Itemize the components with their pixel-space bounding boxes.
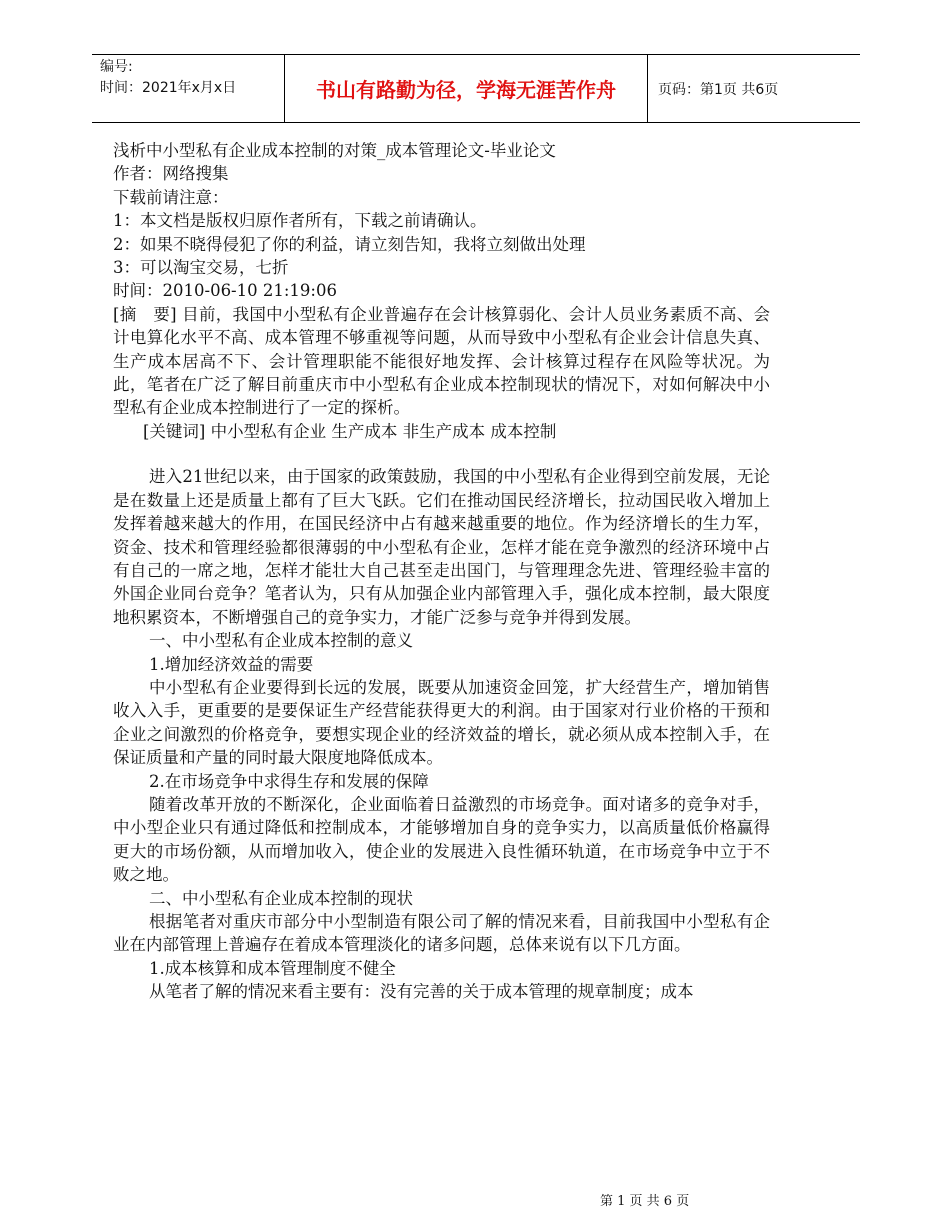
keywords: [关键词] 中小型私有企业 生产成本 非生产成本 成本控制 [143, 421, 557, 441]
section-heading-1: 一、中小型私有企业成本控制的意义 [149, 631, 413, 651]
header-meta [100, 57, 280, 99]
doc-time: 时间：2010-06-10 21:19:06 [113, 281, 337, 301]
blank-line [113, 443, 770, 465]
notice-item-2: 2：如果不晓得侵犯了你的利益，请立刻告知，我将立刻做出处理 [113, 234, 586, 254]
document-body [113, 139, 770, 1004]
header-page-info: 页码：第1页 共6页 [658, 82, 779, 98]
paragraph-4: 从笔者了解的情况来看主要有：没有完善的关于成本管理的规章制度；成本 [149, 982, 694, 1002]
subsection-heading-1-1: 1.增加经济效益的需要 [149, 654, 314, 674]
subsection-heading-2-1: 1.成本核算和成本管理制度不健全 [149, 958, 396, 978]
notice-heading: 下载前请注意： [113, 187, 229, 207]
notice-item-1: 1：本文档是版权归原作者所有，下载之前请确认。 [113, 211, 487, 231]
notice-item-3: 3：可以淘宝交易，七折 [113, 258, 289, 278]
doc-author: 作者：网络搜集 [113, 164, 229, 184]
subsection-heading-1-2: 2.在市场竞争中求得生存和发展的保障 [149, 771, 429, 791]
paragraph-1: 中小型私有企业要得到长远的发展，既要从加速资金回笼，扩大经营生产，增加销售收入入手，更重要的是要保证生产经营能获得更大的利润。由于国家对行业价格的干预和企业之间激烈的价格竞争，要想实现企业的经济效益的增长，就必须从成本控制入手，在保证质量和产量的同时最大限度地降低成本。 [113, 677, 770, 768]
section-heading-2: 二、中小型私有企业成本控制的现状 [149, 888, 413, 908]
page-footer: 第 1 页 共 6 页 [600, 1194, 690, 1209]
paragraph-3: 根据笔者对重庆市部分中小型制造有限公司了解的情况来看，目前我国中小型私有企业在内部管理上普遍存在着成本管理淡化的诸多问题，总体来说有以下几方面。 [113, 912, 770, 955]
number-label: 编号: [100, 59, 133, 75]
intro-paragraph: 进入21世纪以来，由于国家的政策鼓励，我国的中小型私有企业得到空前发展，无论是在数量上还是质量上都有了巨大飞跃。它们在推动国民经济增长，拉动国民收入增加上发挥着越来越大的作用，在国民经济中占有越来越重要的地位。作为经济增长的生力军，资金、技术和管理经验都很薄弱的中小型私有企业，怎样才能在竞争激烈的经济环境中占有自己的一席之地，怎样才能壮大自己甚至走出国门，与管理理念先进、管理经验丰富的外国企业同台竞争？笔者认为，只有从加强企业内部管理入手，强化成本控制，最大限度地积累资本，不断增强自己的竞争实力，才能广泛参与竞争并得到发展。 [113, 467, 770, 627]
paragraph-2: 随着改革开放的不断深化，企业面临着日益激烈的市场竞争。面对诸多的竞争对手，中小型企业只有通过降低和控制成本，才能够增加自身的竞争实力，以高质量低价格赢得更大的市场份额，从而增加收入，使企业的发展进入良性循环轨道，在市场竞争中立于不败之地。 [113, 794, 770, 885]
time-label: 时间：2021年x月x日 [100, 80, 237, 96]
header-motto: 书山有路勤为径，学海无涯苦作舟 [284, 55, 648, 122]
page-header [92, 54, 860, 123]
abstract: [摘 要] 目前，我国中小型私有企业普遍存在会计核算弱化、会计人员业务素质不高、会计电算化水平不高、成本管理不够重视等问题，从而导致中小型私有企业会计信息失真、生产成本居高不下、会计管理职能不能很好地发挥、会计核算过程存在风险等状况。为此，笔者在广泛了解目前重庆市中小型私有企业成本控制现状的情况下，对如何解决中小型私有企业成本控制进行了一定的探析。 [113, 304, 770, 418]
doc-title: 浅析中小型私有企业成本控制的对策_成本管理论文-毕业论文 [113, 141, 556, 160]
